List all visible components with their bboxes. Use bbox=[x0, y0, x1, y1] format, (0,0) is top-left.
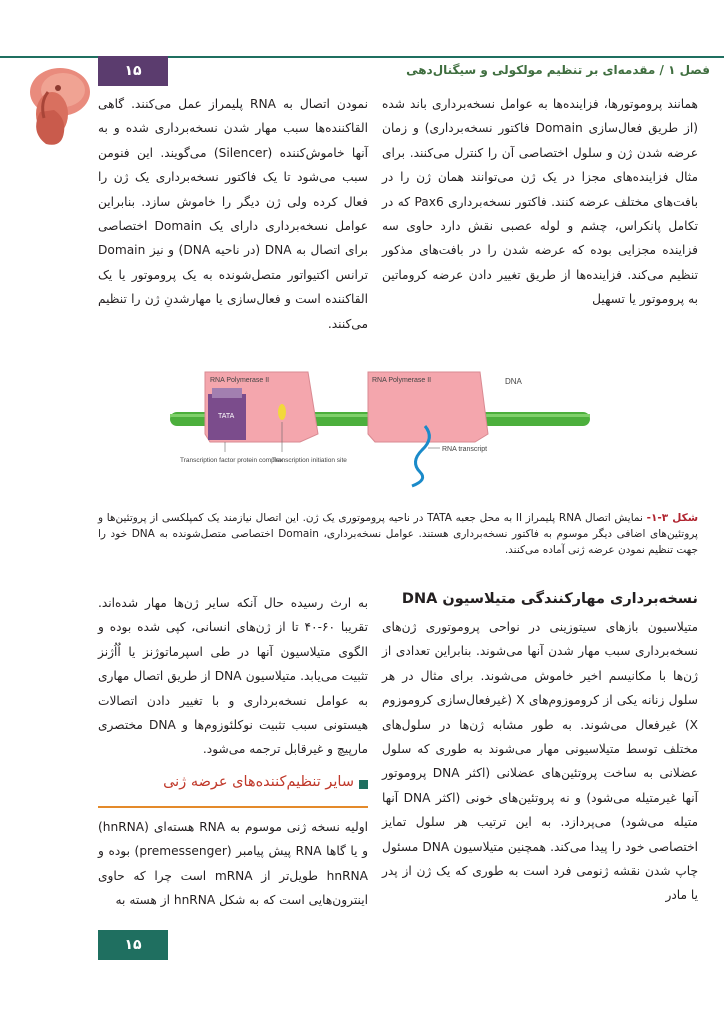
tata-label: TATA bbox=[218, 413, 235, 420]
initiation-site bbox=[278, 404, 286, 420]
section2-body-column bbox=[98, 815, 368, 915]
top-right-paragraph: همانند پروموتورها، فزاینده‌ها به عوامل نسخه‌برداری باند شده (از طریق فعال‌سازی Domain فاکتور نسخه‌برداری) و زمان عرضه شدن ژن و سلول اختصاصی آن را کنترل می‌کنند. برای مثال فزاینده‌های مجزا در یک ژن می‌توانند همان ژن را در بافت‌های مختلف عرضه کنند. فاکتور نسخه‌برداری Pax6 که در تکامل پانکراس، چشم و لوله عصبی نقش دارد حاوی سه فزاینده مجزایی بوده که عرضه شدن را در بافت‌های مذکور تنظیم می‌کند. فزاینده‌ها از طریق تغییر دادن عرضه کروماتین به پروموتور یا تسهیل bbox=[382, 97, 698, 307]
caption-label: شکل ۳-۱- bbox=[646, 512, 699, 524]
initiation-label: Transcription initiation site bbox=[272, 457, 347, 464]
rna-polymerase-1-label: RNA Polymerase II bbox=[210, 377, 270, 384]
dna-label: DNA bbox=[505, 377, 522, 386]
header-page-number: ۱۵ bbox=[98, 56, 168, 86]
section2-paragraph: اولیه نسخه ژنی موسوم به RNA هسته‌ای (hnRNA) و یا گاها RNA پیش پیامبر (premessenger) بوده و hnRNA طویل‌تر از mRNA است چرا که حاوی اینترون‌هایی است که به شکل hnRNA از هسته به bbox=[98, 820, 368, 908]
bottom-left-column bbox=[98, 591, 368, 766]
rna-transcript-label: RNA transcript bbox=[442, 446, 488, 453]
chapter-title: فصل ۱ / مقدمه‌ای بر تنظیم مولکولی و سیگنال‌دهی bbox=[406, 63, 710, 77]
section1-body-column bbox=[382, 615, 698, 925]
section2-header bbox=[98, 772, 368, 808]
figure-caption bbox=[98, 510, 698, 558]
tf-complex-label: Transcription factor protein complex bbox=[180, 457, 284, 464]
top-right-column bbox=[382, 92, 698, 362]
section-title-other-regulators: سایر تنظیم‌کننده‌های عرضه ژنی bbox=[163, 774, 354, 790]
rna-polymerase-2-label: RNA Polymerase II bbox=[372, 377, 432, 384]
section-title-dna-methylation: نسخه‌برداری مهارکنندگی متیلاسیون DNA bbox=[401, 591, 698, 607]
footer-page-number: ۱۵ bbox=[98, 930, 168, 960]
caption-text: نمایش اتصال RNA پلیمراز II به محل جعبه TATA در ناحیه پروموتوری یک ژن. این اتصال نیازمند یک کمپلکسی از پروتئین‌ها و پروتئین‌های اضافی دیگر موسوم به فاکتور نسخه‌برداری هستند. عوامل نسخه‌برداری، Domain اختصاصی متصل‌شونده به DNA خود را جهت تنظیم نمودن عرضه ژنی آماده می‌کنند. bbox=[98, 512, 698, 556]
fetus-illustration bbox=[18, 52, 96, 150]
section-bullet-square bbox=[359, 780, 368, 789]
section1-paragraph: متیلاسیون بازهای سیتوزینی در نواحی پروموتوری ژن‌های نسخه‌برداری سبب مهار شدن آنها می‌شوند. بنابراین تعدادی از ژن‌ها با مکانیسم اخیر خاموش می‌شوند. برای مثال در هر سلول زنانه یکی از کروموزوم‌های X (غیرفعال‌سازی کروموزوم X) غیرفعال می‌شوند. به طور مشابه ژن‌ها در سلول‌های مختلف توسط متیلاسیونی مهار می‌شوند به طوری که سلول عضلانی به ساخت پروتئین‌های عضلانی (اکثر DNA پروموتور آنها غیرمتیله می‌شود) و نه پروتئین‌های خونی (اکثر DNA آنها متیله می‌شود) می‌پردازد. به این ترتیب هر سلول تمایز اختصاصی خود را پیدا می‌کند. همچنین متیلاسیون DNA مسئول چاپ شدن نقشه ژنومی فرد است به طوری که یک ژن از پدر یا مادر bbox=[382, 620, 699, 903]
top-left-column bbox=[98, 92, 368, 362]
bottom-left-paragraph: به ارث رسیده حال آنکه سایر ژن‌ها مهار شده‌اند. تقریبا ۶۰-۴۰ تا از ژن‌های انسانی، کپی شده بوده و الگوی متیلاسیون آنها در طی اسپرماتوژنز یا اُاُژنز تثبیت می‌یابد. متیلاسیون DNA از طریق اتصال مهاری به عوامل نسخه‌برداری و با تغییر دادن اتصالات هیستونی سبب تثبیت نوکلئوزوم‌ها و DNA مختصری مارپیچ و غیرقابل ترجمه می‌شود. bbox=[98, 596, 369, 757]
rna-polymerase-figure bbox=[150, 360, 610, 495]
top-left-paragraph: نمودن اتصال به RNA پلیمراز عمل می‌کنند. گاهی القاکننده‌ها سبب مهار شدن نسخه‌برداری شده و به آنها خاموش‌کننده (Silencer) می‌گویند. این فنومن سبب می‌شود تا یک فاکتور نسخه‌برداری یک ژن را فعال کرده ولی ژن دیگر را خاموش سازد. بنابراین عوامل نسخه‌برداری دارای یک Domain اختصاصی برای اتصال به DNA (در ناحیه DNA) و نیز Domain ترانس اکتیواتور متصل‌شونده به یک پروموتور یا یک القاکننده است و فعال‌سازی یا مهارشدنِ ژن را تنظیم می‌کنند. bbox=[98, 97, 369, 331]
